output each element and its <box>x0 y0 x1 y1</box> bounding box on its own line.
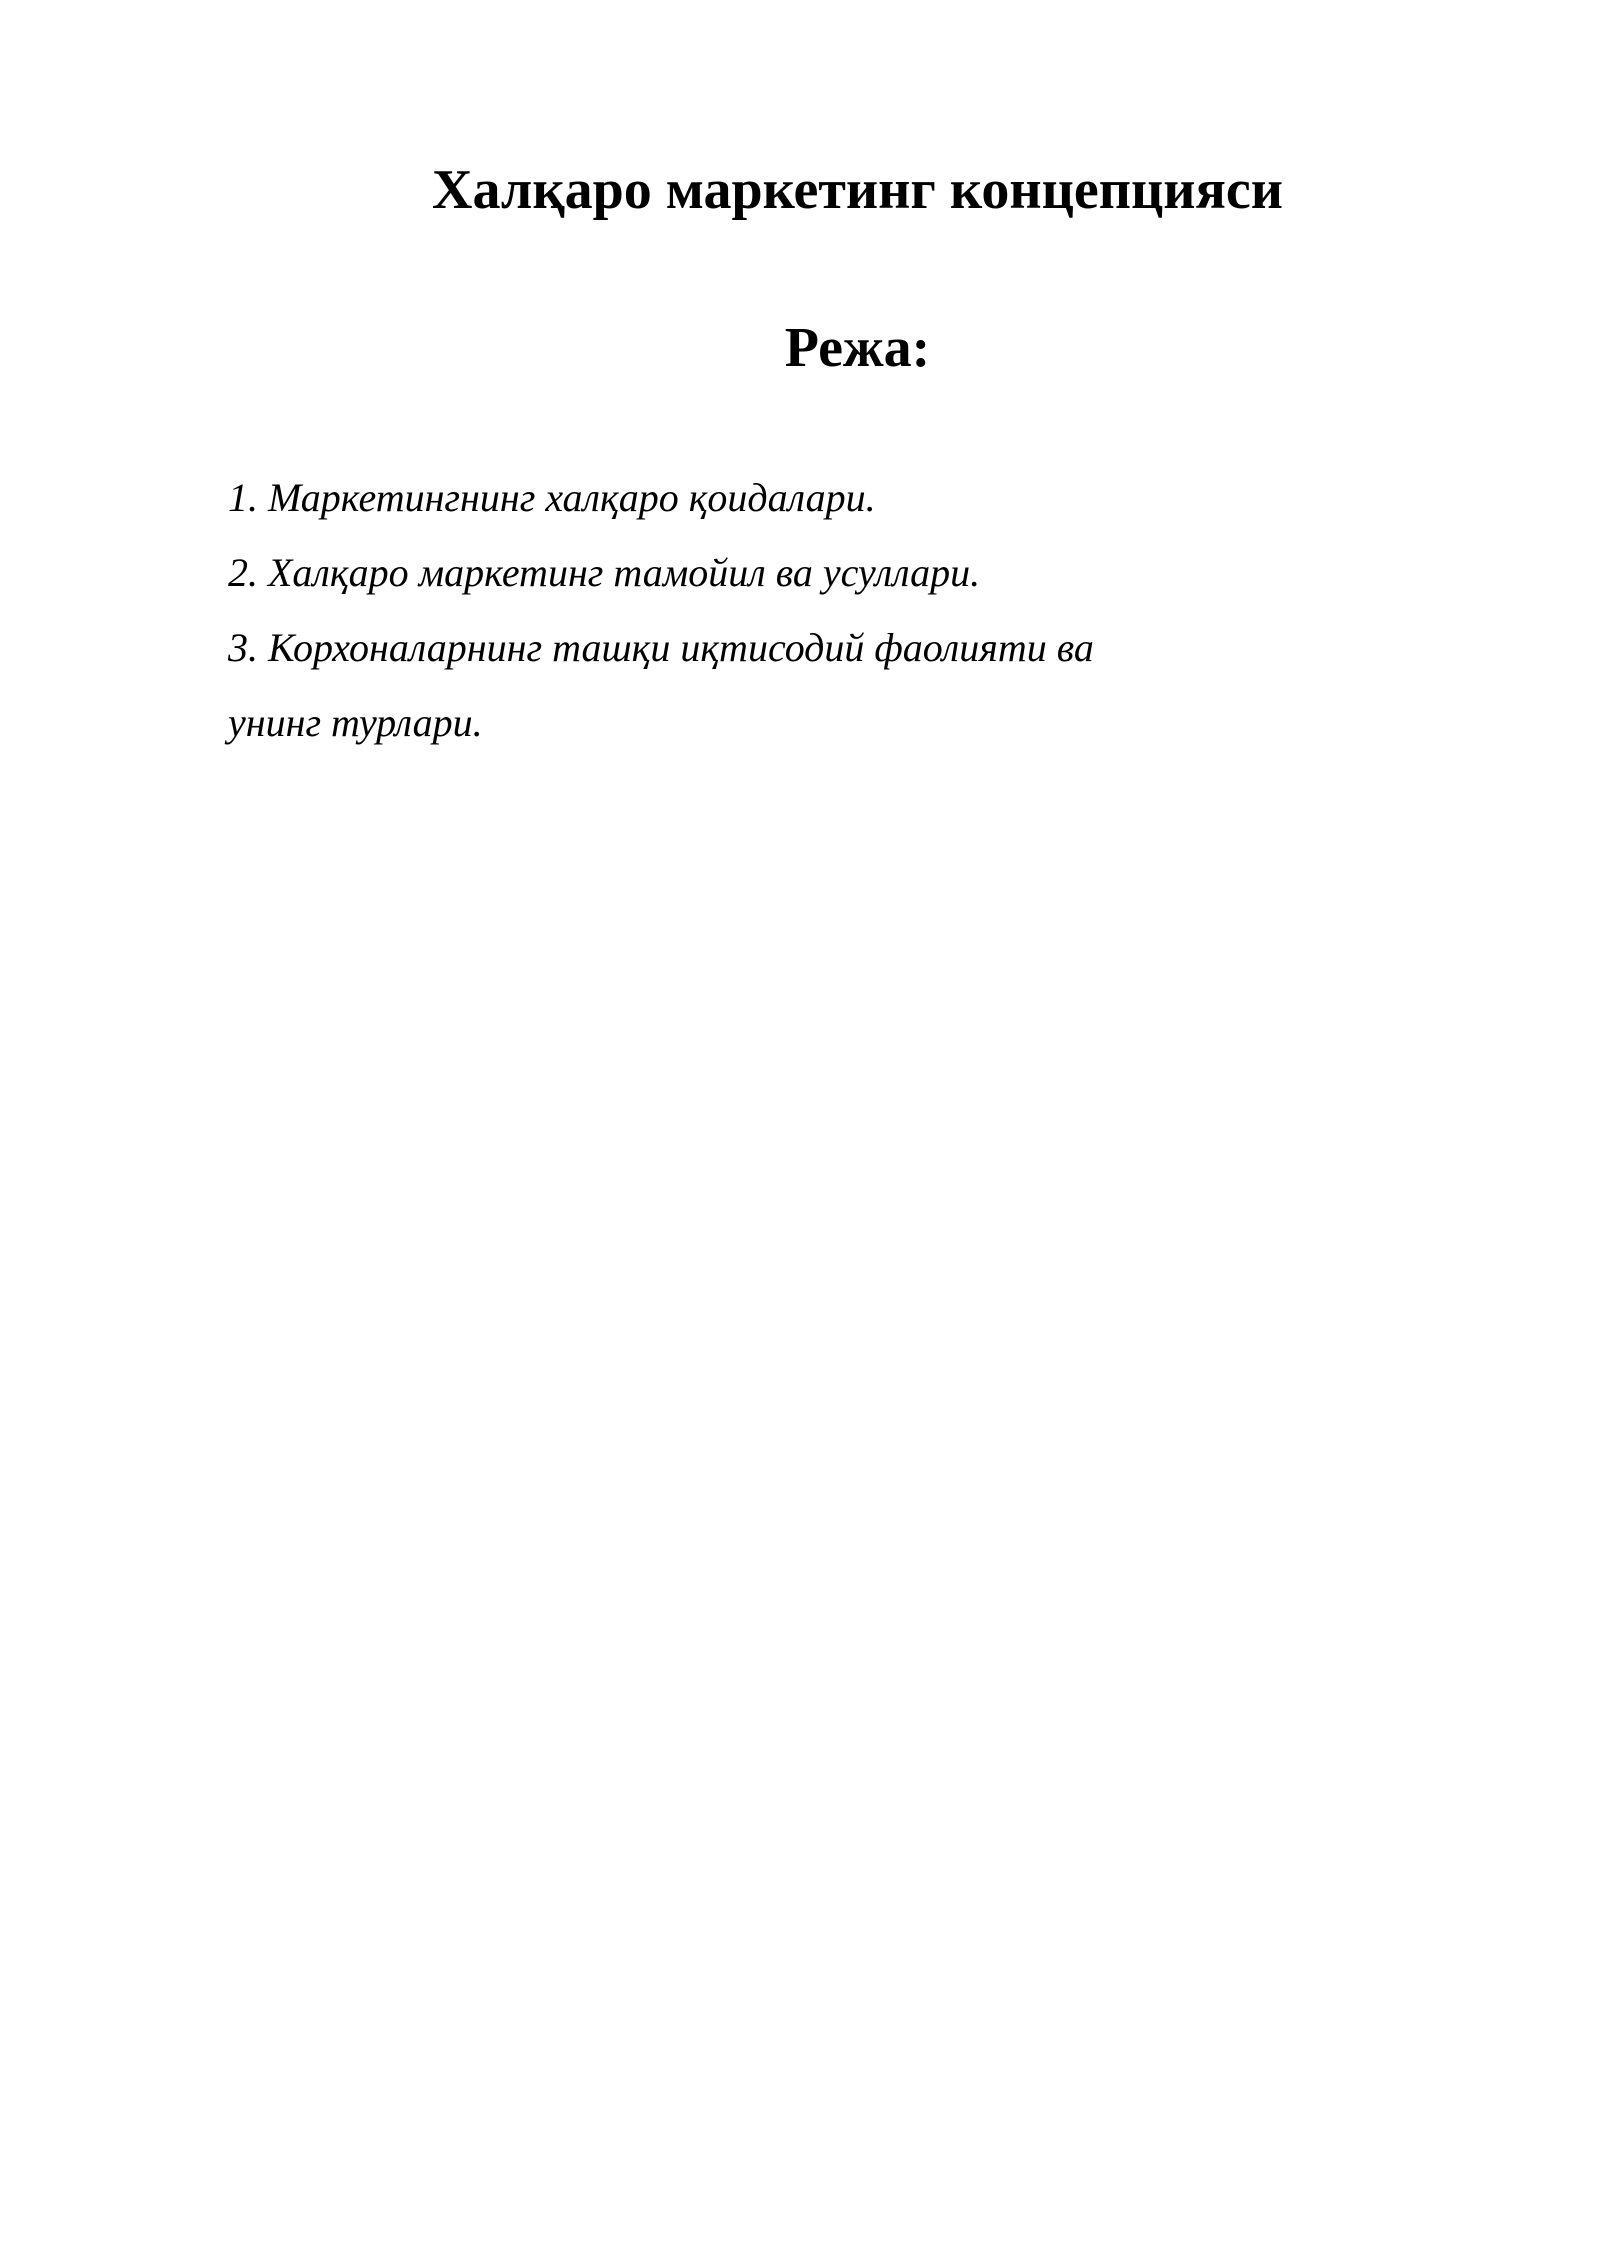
plan-item-3: 3. Корхоналарнинг ташқи иқтисодий фаолияти ва <box>228 625 1094 670</box>
document-title: Халқаро маркетинг концепцияси <box>432 159 1283 221</box>
plan-item-3-continuation: унинг турлари. <box>228 700 483 745</box>
plan-heading: Режа: <box>784 317 931 379</box>
plan-item-1: 1. Маркетингнинг халқаро қоидалари. <box>228 475 876 520</box>
plan-list <box>228 460 1228 760</box>
plan-item-2: 2. Халқаро маркетинг тамойил ва усуллари. <box>228 550 981 595</box>
